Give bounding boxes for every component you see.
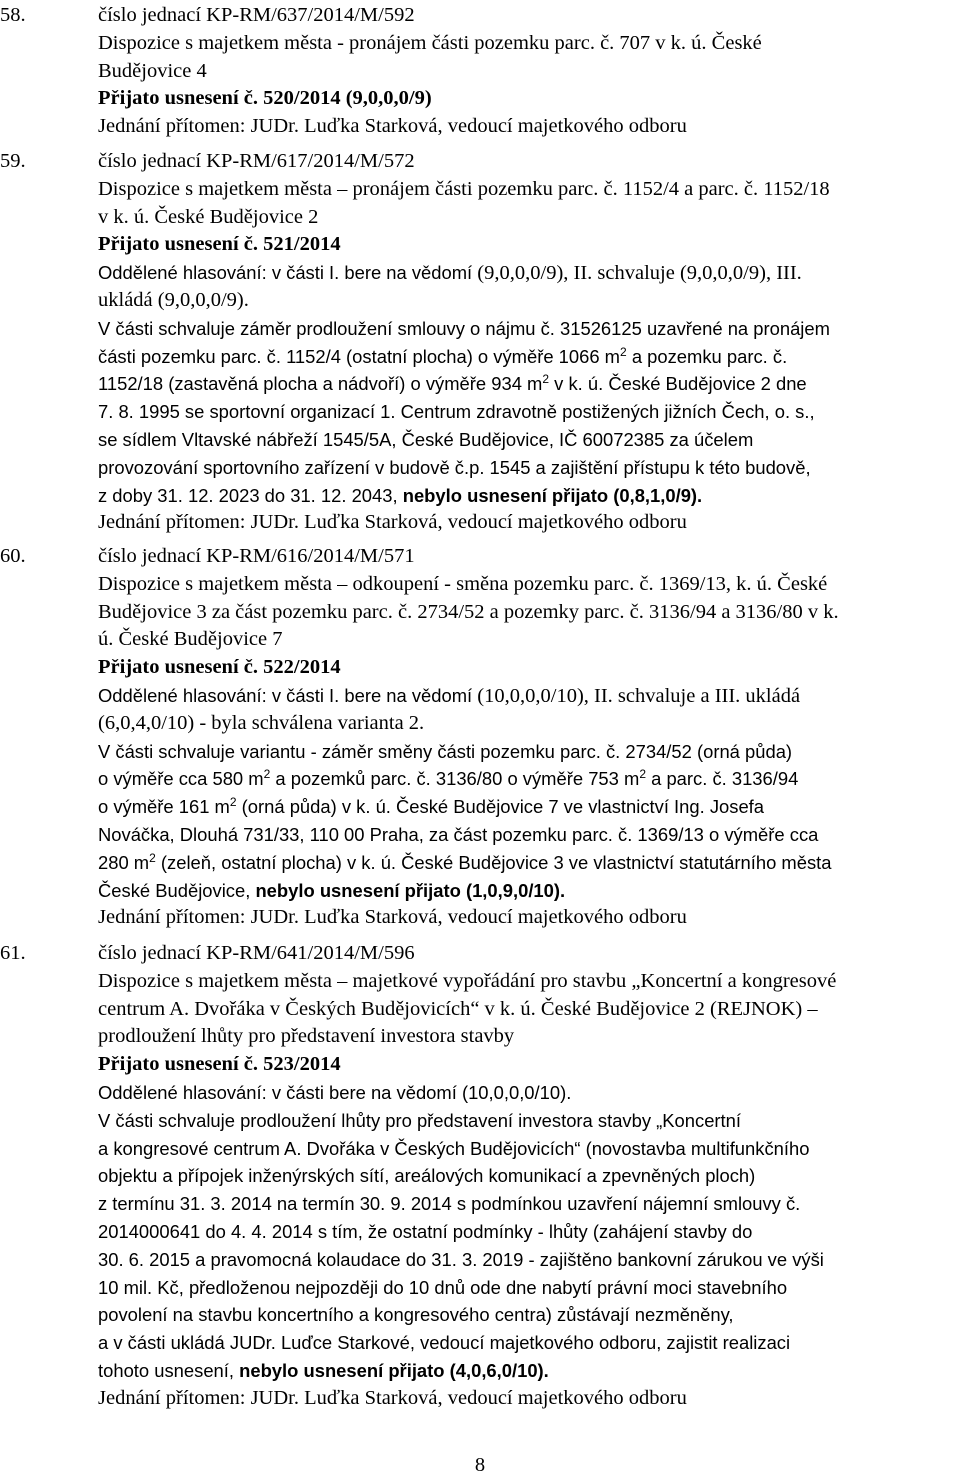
resolution-line: Přijato usnesení č. 522/2014 [98,656,341,679]
item-number: 59. [0,150,26,172]
decision-text-7: z doby 31. 12. 2023 do 31. 12. 2043, nebylo usnesení přijato (0,8,1,0/9). [98,484,703,506]
decision-text-2: o výměře cca 580 $m^2$ a pozemků parc. č. 3136/80 o výměře 753 $m^2$ a parc. č. 3136/94 [98,767,799,790]
decision-text-3: 1152/18 (zastavěná plocha a nádvoří) o výměře 934 $m^2$ v k. ú. České Budějovice 2 dne [98,372,807,395]
reference-number: číslo jednací KP-RM/641/2014/M/596 [98,942,415,964]
decision-text-4: z termínu 31. 3. 2014 na termín 30. 9. 2014 s podmínkou uzavření nájemní smlouvy č. [98,1193,801,1215]
item-number: 58. [0,4,26,26]
decision-text-2: části pozemku parc. č. 1152/4 (ostatní plocha) o výměře 1066 $m^2$ a pozemku parc. č. [98,344,788,367]
item-title: Dispozice s majetkem města – odkoupení - směna pozemku parc. č. 1369/13, k. ú. České [98,572,828,595]
present-line: Jednání přítomen: JUDr. Luďka Starková, vedoucí majetkového odboru [98,1386,687,1409]
decision-text-7: 10 mil. Kč, předloženou nejpozději do 10 dnů ode dne nabytí právní moci stavebního [98,1276,788,1298]
present-line: Jednání přítomen: JUDr. Luďka Starková, vedoucí majetkového odboru [98,511,687,534]
decision-text-10: tohoto usnesení, nebylo usnesení přijato (4,0,6,0/10). [98,1359,549,1381]
decision-text-5: se sídlem Vltavské nábřeží 1545/5A, České Budějovice, IČ 60072385 za účelem [98,428,754,450]
decision-text-6: České Budějovice, nebylo usnesení přijato (1,0,9,0/10). [98,879,566,901]
page-number: 8 [474,1454,486,1476]
separate-voting-line: Oddělené hlasování: v části I. bere na vědomí (9,0,0,0/9), II. schvaluje (9,0,0,0/9), III. [98,262,802,285]
decision-text-5: 2014000641 do 4. 4. 2014 s tím, že ostatní podmínky - lhůty (zahájení stavby do [98,1220,753,1242]
decision-text-6: provozování sportovního zařízení v budově č.p. 1545 a zajištění přístupu k této budově, [98,456,811,478]
item-title-cont: Budějovice 3 za část pozemku parc. č. 2734/52 a pozemky parc. č. 3136/94 a 3136/80 v k. [98,600,839,623]
decision-text-4: 7. 8. 1995 se sportovní organizací 1. Centrum zdravotně postižených jižních Čech, o. s., [98,401,815,423]
reference-number: číslo jednací KP-RM/637/2014/M/592 [98,4,415,26]
item-title-cont-2: prodloužení lhůty pro představení investora stavby [98,1025,515,1048]
separate-voting-line-cont: (6,0,4,0/10) - byla schválena varianta 2. [98,711,425,734]
item-number: 61. [0,942,26,964]
item-title: Dispozice s majetkem města – majetkové vypořádání pro stavbu „Koncertní a kongresové [98,969,837,992]
item-title-cont: centrum A. Dvořáka v Českých Budějovicích“ v k. ú. České Budějovice 2 (REJNOK) – [98,997,818,1020]
reference-number: číslo jednací KP-RM/617/2014/M/572 [98,150,415,172]
decision-text-1: V části schvaluje záměr prodloužení smlouvy o nájmu č. 31526125 uzavřené na pronájem [98,317,830,339]
decision-text-3: o výměře 161 $m^2$ (orná půda) v k. ú. České Budějovice 7 ve vlastnictví Ing. Josefa [98,795,765,818]
item-title-cont: v k. ú. České Budějovice 2 [98,205,319,228]
item-number: 60. [0,545,26,567]
decision-text-4: Nováčka, Dlouhá 731/33, 110 00 Praha, za část pozemku parc. č. 1369/13 o výměře cca [98,823,819,845]
decision-text-1: V části schvaluje variantu - záměr směny části pozemku parc. č. 2734/52 (orná půda) [98,740,793,762]
decision-text-9: a v části ukládá JUDr. Luďce Starkové, vedoucí majetkového odboru, zajistit realizaci [98,1332,791,1354]
separate-voting-line-cont: ukládá (9,0,0,0/9). [98,288,249,311]
item-title: Dispozice s majetkem města – pronájem části pozemku parc. č. 1152/4 a parc. č. 1152/18 [98,177,830,200]
decision-text-1: V části schvaluje prodloužení lhůty pro představení investora stavby „Koncertní [98,1109,741,1131]
present-line: Jednání přítomen: JUDr. Luďka Starková, vedoucí majetkového odboru [98,906,687,929]
resolution-line: Přijato usnesení č. 521/2014 [98,233,341,256]
decision-text-2: a kongresové centrum A. Dvořáka v Českých Budějovicích“ (novostavba multifunkčního [98,1137,810,1159]
resolution-line: Přijato usnesení č. 520/2014 (9,0,0,0/9) [98,87,432,110]
reference-number: číslo jednací KP-RM/616/2014/M/571 [98,545,415,567]
item-title-cont-2: ú. České Budějovice 7 [98,628,283,651]
separate-voting-line: Oddělené hlasování: v části I. bere na vědomí (10,0,0,0/10), II. schvaluje a III. ukládá [98,684,801,707]
present-line: Jednání přítomen: JUDr. Luďka Starková, vedoucí majetkového odboru [98,115,687,138]
decision-text-8: povolení na stavbu koncertního a kongresového centra) zůstávají nezměněny, [98,1304,734,1326]
item-title-cont: Budějovice 4 [98,59,207,82]
item-title: Dispozice s majetkem města - pronájem části pozemku parc. č. 707 v k. ú. České [98,31,762,54]
decision-text-3: objektu a přípojek inženýrských sítí, areálových komunikací a zpevněných ploch) [98,1165,756,1187]
separate-voting-line: Oddělené hlasování: v části bere na vědomí (10,0,0,0/10). [98,1081,572,1103]
resolution-line: Přijato usnesení č. 523/2014 [98,1053,341,1076]
decision-text-5: 280 $m^2$ (zeleň, ostatní plocha) v k. ú. České Budějovice 3 ve vlastnictví statutárního města [98,850,832,873]
decision-text-6: 30. 6. 2015 a pravomocná kolaudace do 31. 3. 2019 - zajištěno bankovní zárukou ve výši [98,1248,824,1270]
